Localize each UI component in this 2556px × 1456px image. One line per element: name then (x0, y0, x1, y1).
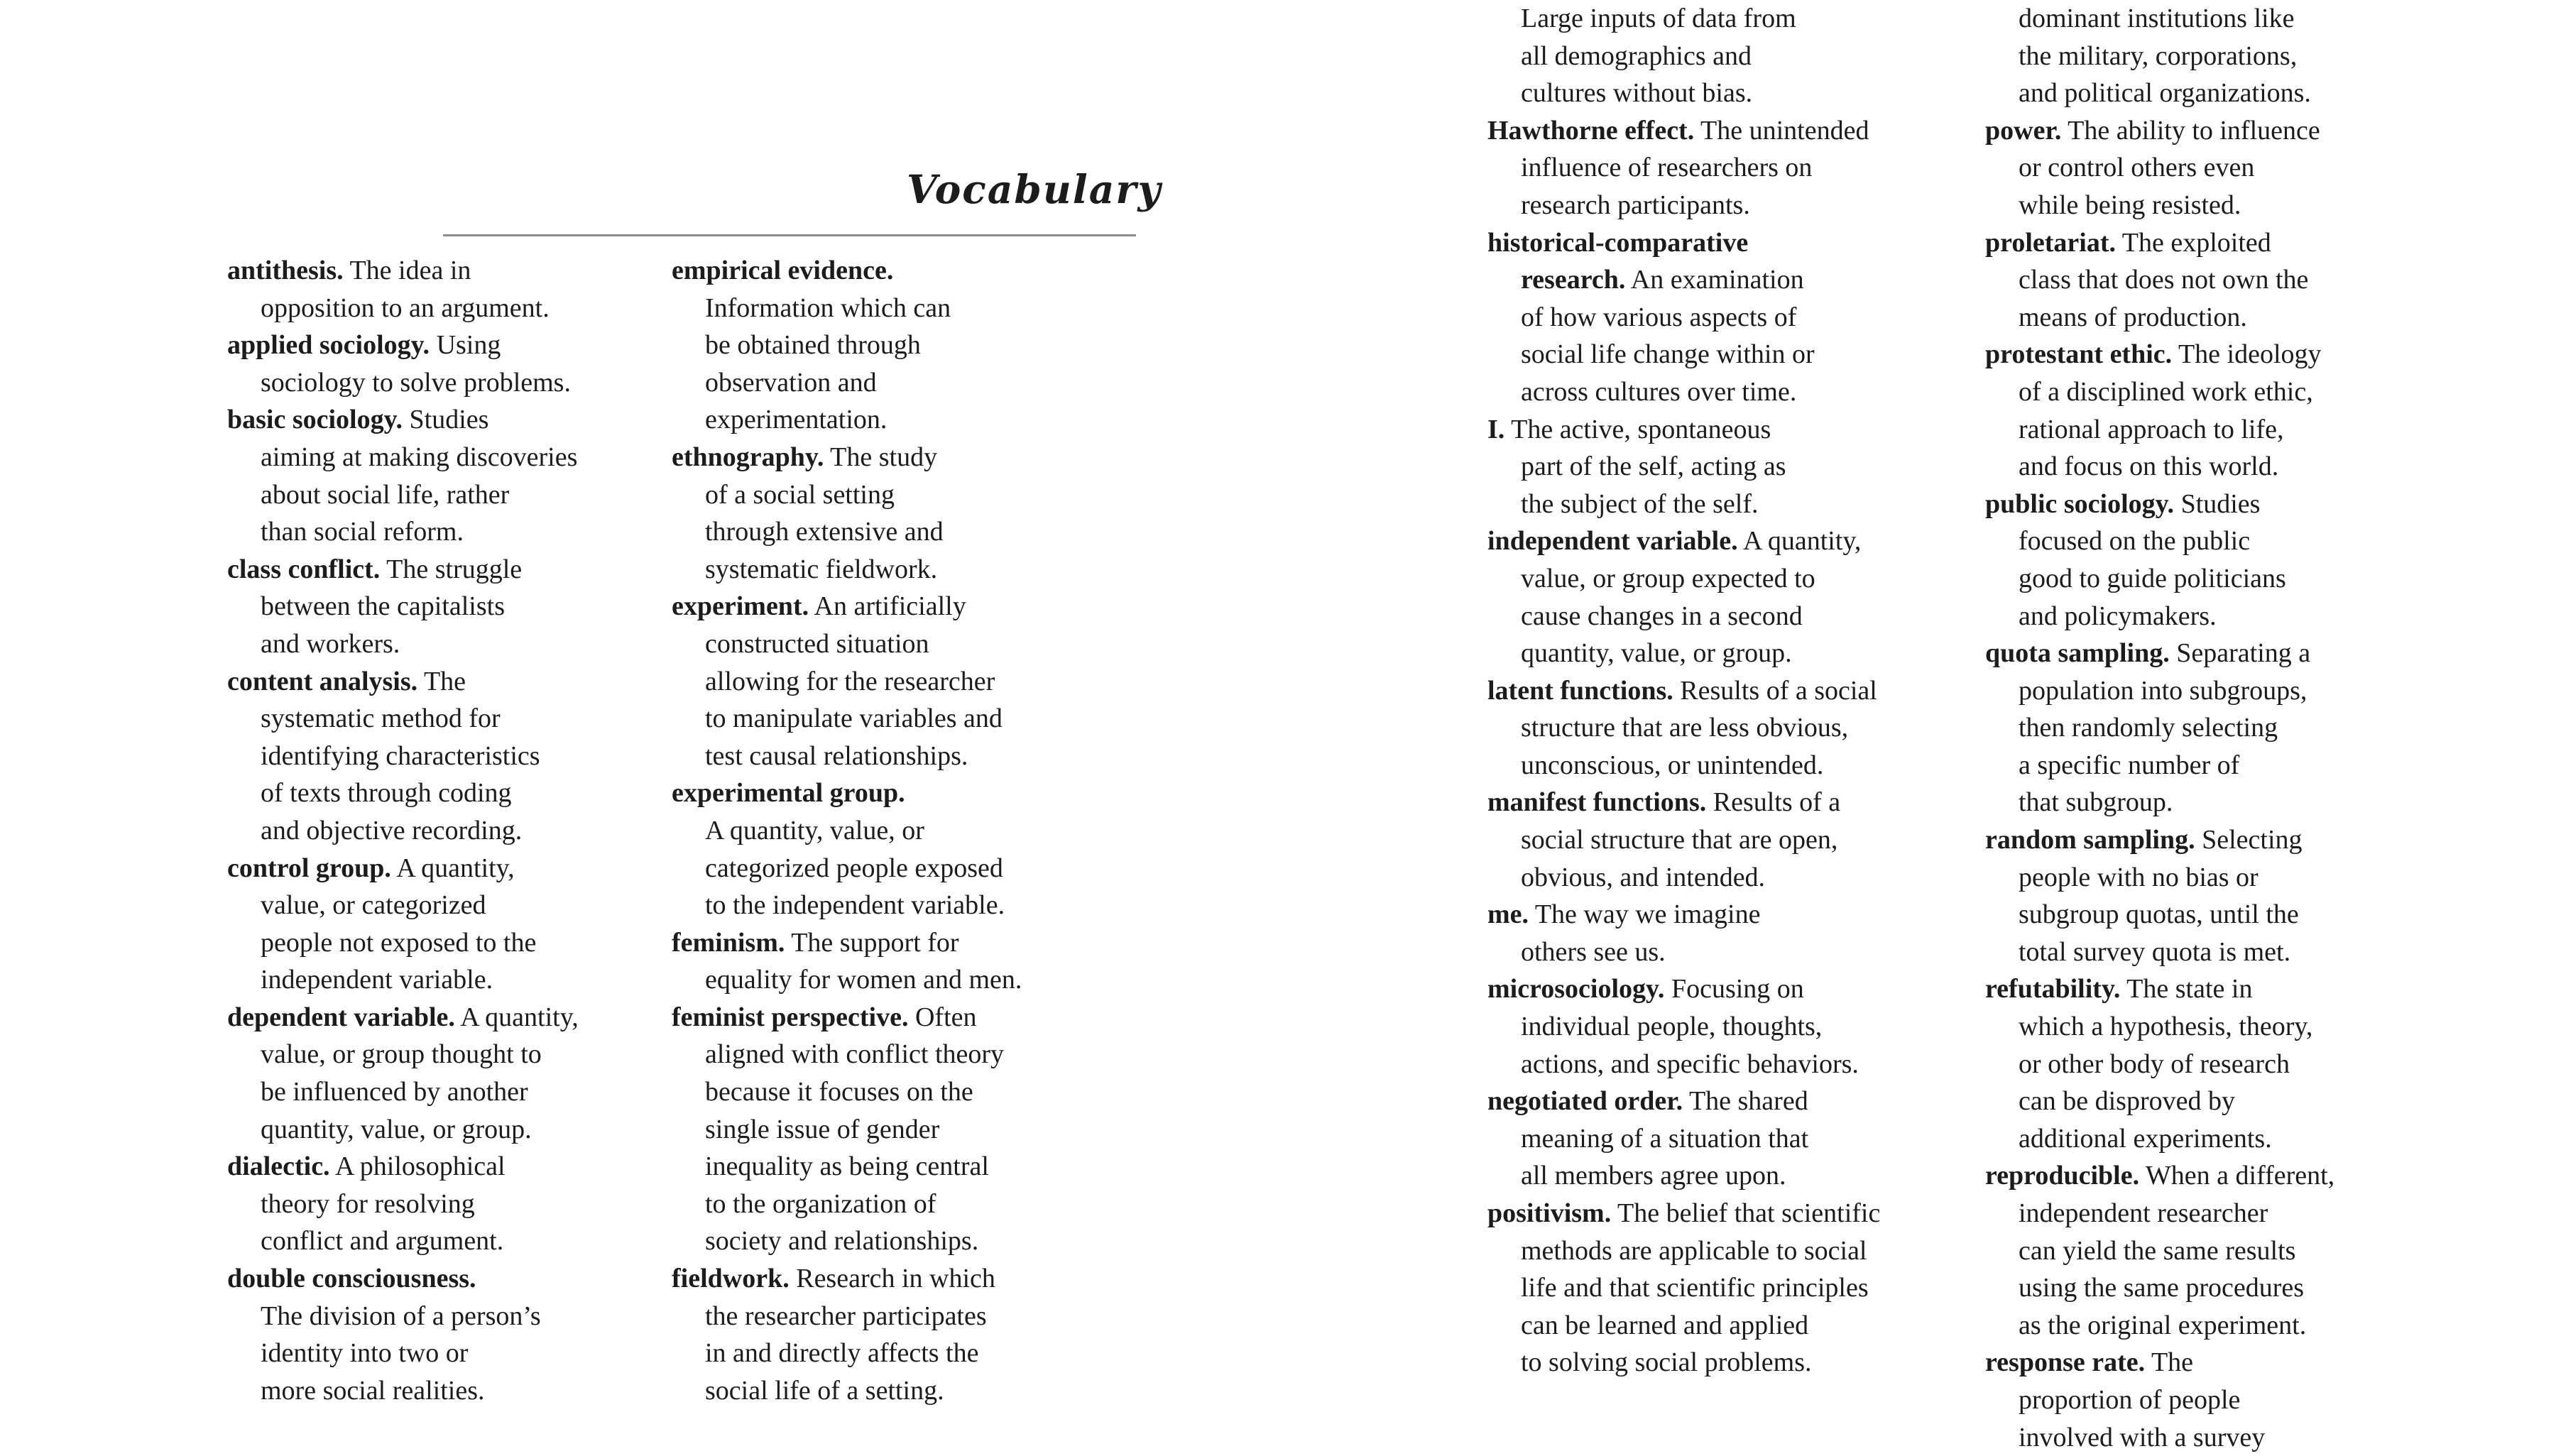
definition-line: in and directly affects the (705, 1338, 979, 1369)
glossary-term: feminism. (672, 927, 785, 958)
definition-line: to solving social problems. (1521, 1347, 1812, 1378)
definition-text: A quantity, (1737, 526, 1862, 557)
definition-line: research. An examination (1521, 265, 1804, 295)
definition-text: Studies (403, 405, 489, 435)
definition-line: social life of a setting. (705, 1375, 944, 1406)
glossary-term: public sociology. (1985, 488, 2175, 519)
definition-line: part of the self, acting as (1521, 451, 1786, 482)
definition-text: The idea in (343, 256, 471, 285)
definition-text: Selecting (2195, 825, 2303, 855)
definition-line: and focus on this world. (2019, 451, 2279, 482)
definition-text: The unintended (1694, 115, 1869, 146)
definition-line: aiming at making discoveries (261, 442, 578, 472)
definition-line: of a disciplined work ethic, (2019, 376, 2313, 407)
glossary-entry (227, 1260, 682, 1409)
definition-line: and workers. (261, 628, 400, 659)
definition-line: as the original experiment. (2019, 1310, 2307, 1340)
glossary-entry (1487, 411, 1942, 523)
glossary-entry (1487, 970, 1942, 1083)
definition-line: of a social setting (705, 479, 895, 510)
definition-line: constructed situation (705, 628, 929, 659)
definition-line: to the organization of (705, 1188, 936, 1219)
definition-line: cause changes in a second (1521, 601, 1803, 631)
glossary-entry (1487, 1195, 1942, 1381)
definition-line: social structure that are open, (1521, 825, 1838, 855)
definition-text: Separating a (2169, 638, 2311, 669)
glossary-entry (672, 924, 1126, 999)
glossary-term: class conflict. (227, 554, 381, 584)
definition-line: all members agree upon. (1521, 1161, 1786, 1191)
definition-line: theory for resolving (261, 1188, 475, 1219)
definition-line: and political organizations. (2019, 78, 2311, 109)
definition-line: inequality as being central (705, 1151, 989, 1182)
definition-line: meaning of a situation that (1521, 1123, 1809, 1154)
glossary-term: response rate. (1985, 1347, 2146, 1378)
definition-line: observation and (705, 367, 877, 398)
definition-line: be obtained through (705, 330, 921, 361)
definition-line: to manipulate variables and (705, 704, 1003, 734)
definition-line: or control others even (2019, 153, 2255, 183)
glossary-term: protestant ethic. (1985, 339, 2173, 370)
glossary-entry (672, 774, 1126, 924)
definition-text: The belief that scientific (1611, 1198, 1881, 1228)
definition-line: quantity, value, or group. (261, 1114, 532, 1144)
definition-line: actions, and specific behaviors. (1521, 1049, 1859, 1079)
glossary-term: reproducible. (1985, 1161, 2140, 1191)
glossary-term: me. (1487, 899, 1529, 930)
definition-text: Results of a social (1673, 675, 1877, 706)
glossary-entry (1487, 112, 1942, 224)
glossary-entry (1985, 486, 2440, 635)
glossary-term: refutability. (1985, 974, 2121, 1005)
definition-line: rational approach to life, (2019, 414, 2284, 444)
glossary-entry (1487, 522, 1942, 672)
definition-text: The active, spontaneous (1504, 414, 1771, 444)
definition-line: society and relationships. (705, 1226, 979, 1257)
glossary-term: quota sampling. (1985, 638, 2170, 669)
definition-line: than social reform. (261, 517, 464, 547)
definition-line: independent variable. (261, 965, 493, 995)
definition-line: about social life, rather (261, 479, 510, 510)
definition-line: conflict and argument. (261, 1226, 504, 1257)
definition-line: quantity, value, or group. (1521, 638, 1792, 669)
glossary-term: latent functions. (1487, 675, 1673, 706)
glossary-entry (1985, 112, 2440, 224)
definition-line: equality for women and men. (705, 965, 1022, 995)
definition-line: can be disproved by (2019, 1086, 2235, 1117)
definition-line: can be learned and applied (1521, 1310, 1809, 1340)
glossary-term: manifest functions. (1487, 787, 1707, 818)
definition-line: and policymakers. (2019, 601, 2217, 631)
glossary-column-4 (1985, 0, 2440, 1456)
definition-line: be influenced by another (261, 1077, 528, 1107)
glossary-entry (1985, 224, 2440, 336)
definition-text: An artificially (809, 591, 966, 622)
definition-line: experimentation. (705, 405, 888, 435)
definition-line: of texts through coding (261, 778, 512, 809)
definition-line: of how various aspects of (1521, 302, 1797, 332)
definition-line: the researcher participates (705, 1301, 987, 1331)
definition-line: additional experiments. (2019, 1123, 2272, 1154)
definition-line: sociology to solve problems. (261, 367, 571, 398)
glossary-entry (227, 850, 682, 999)
definition-line: across cultures over time. (1521, 376, 1797, 407)
glossary-term: random sampling. (1985, 825, 2195, 855)
definition-text: Using (430, 330, 501, 361)
glossary-term: dialectic. (227, 1151, 330, 1182)
definition-line: others see us. (1521, 936, 1666, 967)
definition-line: and objective recording. (261, 815, 523, 845)
page-title: Vocabulary (907, 166, 1162, 212)
definition-line: which a hypothesis, theory, (2019, 1012, 2313, 1042)
definition-line: research participants. (1521, 190, 1750, 220)
definition-line: then randomly selecting (2019, 713, 2278, 743)
definition-line: involved with a survey (2019, 1422, 2266, 1452)
definition-line: population into subgroups, (2019, 675, 2308, 706)
glossary-term: microsociology. (1487, 974, 1665, 1005)
definition-line: while being resisted. (2019, 190, 2241, 220)
glossary-term: proletariat. (1985, 227, 2116, 258)
definition-line: the military, corporations, (2019, 40, 2298, 71)
glossary-entry (1487, 784, 1942, 896)
definition-text: The study (824, 442, 938, 472)
glossary-entry (1985, 336, 2440, 485)
definition-line: cultures without bias. (1521, 78, 1753, 109)
definition-line: Large inputs of data from (1521, 4, 1796, 33)
glossary-entry (227, 401, 682, 550)
definition-line: independent researcher (2019, 1198, 2268, 1228)
definition-line: categorized people exposed (705, 853, 1003, 883)
definition-line: to the independent variable. (705, 890, 1005, 921)
glossary-term: independent variable. (1487, 526, 1738, 557)
definition-line: structure that are less obvious, (1521, 713, 1849, 743)
glossary-column-1 (227, 252, 682, 1409)
glossary-term: empirical evidence. (672, 256, 894, 285)
definition-line: that subgroup. (2019, 787, 2173, 818)
definition-line: focused on the public (2019, 526, 2251, 557)
glossary-term: fieldwork. (672, 1264, 790, 1294)
glossary-entry (672, 1260, 1126, 1409)
definition-line: life and that scientific principles (1521, 1273, 1869, 1303)
glossary-term: content analysis. (227, 666, 418, 696)
definition-line: between the capitalists (261, 591, 505, 622)
definition-line: value, or categorized (261, 890, 486, 921)
definition-line: total survey quota is met. (2019, 936, 2291, 967)
definition-text: The ability to influence (2061, 115, 2320, 146)
definition-text: Studies (2174, 488, 2261, 519)
definition-line: identifying characteristics (261, 740, 540, 771)
definition-line: social life change within or (1521, 339, 1815, 370)
definition-line: more social realities. (261, 1375, 485, 1406)
definition-text: A philosophical (329, 1151, 506, 1182)
glossary-term: I. (1487, 414, 1505, 444)
definition-text: The (417, 666, 466, 696)
glossary-term: feminist perspective. (672, 1002, 909, 1032)
glossary-entry (1985, 0, 2440, 112)
glossary-entry (1985, 1344, 2440, 1456)
definition-line: aligned with conflict theory (705, 1039, 1005, 1070)
definition-line: value, or group thought to (261, 1039, 542, 1070)
definition-line: subgroup quotas, until the (2019, 899, 2299, 930)
definition-line: A quantity, value, or (705, 815, 924, 845)
definition-line: methods are applicable to social (1521, 1235, 1867, 1266)
definition-line: all demographics and (1521, 40, 1752, 71)
definition-line: identity into two or (261, 1338, 469, 1369)
glossary-term: control group. (227, 853, 391, 883)
glossary-term: experiment. (672, 591, 809, 622)
definition-line: using the same procedures (2019, 1273, 2305, 1303)
definition-line: through extensive and (705, 517, 944, 547)
glossary-entry (1487, 896, 1942, 970)
definition-line: proportion of people (2019, 1384, 2241, 1415)
glossary-entry (1487, 672, 1942, 784)
definition-line: test causal relationships. (705, 740, 968, 771)
definition-line: unconscious, or unintended. (1521, 750, 1824, 780)
glossary-entry (227, 663, 682, 850)
glossary-entry (672, 439, 1126, 588)
definition-text: The ideology (2172, 339, 2322, 370)
definition-text: The exploited (2115, 227, 2271, 258)
glossary-entry (1985, 821, 2440, 970)
definition-text: The way we imagine (1529, 899, 1761, 930)
glossary-term: double consciousness. (227, 1264, 476, 1294)
definition-line: value, or group expected to (1521, 563, 1815, 593)
definition-line: single issue of gender (705, 1114, 940, 1144)
definition-line: or other body of research (2019, 1049, 2290, 1079)
glossary-entry (1487, 1083, 1942, 1195)
glossary-entry (672, 252, 1126, 439)
glossary-entry (227, 551, 682, 663)
glossary-term: experimental group. (672, 778, 905, 809)
definition-text: Focusing on (1664, 974, 1804, 1005)
glossary-term: positivism. (1487, 1198, 1612, 1228)
definition-text: The state in (2120, 974, 2253, 1005)
glossary-term: dependent variable. (227, 1002, 455, 1032)
glossary-entry (1985, 970, 2440, 1157)
glossary-term: antithesis. (227, 256, 344, 285)
definition-line: The division of a person’s (261, 1301, 541, 1331)
definition-text: The (2145, 1347, 2194, 1378)
glossary-entry (227, 327, 682, 401)
definition-line: people with no bias or (2019, 862, 2259, 892)
definition-text: Research in which (789, 1264, 995, 1294)
glossary-entry (672, 588, 1126, 774)
glossary-term: power. (1985, 115, 2062, 146)
definition-line: obvious, and intended. (1521, 862, 1766, 892)
title-divider (443, 234, 1136, 236)
glossary-term: negotiated order. (1487, 1086, 1683, 1117)
glossary-term: basic sociology. (227, 405, 403, 435)
glossary-term: historical-comparative (1487, 227, 1749, 258)
glossary-entry (1487, 224, 1942, 411)
definition-text: Results of a (1706, 787, 1841, 818)
definition-line: can yield the same results (2019, 1235, 2296, 1266)
definition-text: When a different, (2139, 1161, 2335, 1191)
definition-text: The shared (1683, 1086, 1808, 1117)
definition-line: influence of researchers on (1521, 153, 1813, 183)
glossary-column-2 (672, 252, 1126, 1409)
definition-line: people not exposed to the (261, 927, 537, 958)
glossary-term: ethnography. (672, 442, 824, 472)
glossary-term: applied sociology. (227, 330, 430, 361)
definition-line: dominant institutions like (2019, 4, 2295, 33)
glossary-column-3 (1487, 0, 1942, 1381)
definition-line: the subject of the self. (1521, 488, 1759, 519)
definition-line: class that does not own the (2019, 265, 2309, 295)
definition-line: individual people, thoughts, (1521, 1012, 1823, 1042)
definition-line: good to guide politicians (2019, 563, 2286, 593)
definition-line: allowing for the researcher (705, 666, 995, 696)
definition-text: Often (908, 1002, 977, 1032)
glossary-entry (1985, 1157, 2440, 1344)
definition-text: The support for (785, 927, 959, 958)
glossary-entry (227, 999, 682, 1148)
glossary-entry (227, 1148, 682, 1260)
glossary-entry (1985, 635, 2440, 821)
glossary-entry (1487, 0, 1942, 112)
definition-line: means of production. (2019, 302, 2247, 332)
definition-line: systematic method for (261, 704, 501, 734)
definition-line: systematic fieldwork. (705, 554, 938, 584)
definition-line: Information which can (705, 292, 951, 323)
glossary-term: Hawthorne effect. (1487, 115, 1695, 146)
definition-text: The struggle (380, 554, 523, 584)
definition-text: A quantity, (454, 1002, 579, 1032)
definition-line: because it focuses on the (705, 1077, 973, 1107)
glossary-entry (227, 252, 682, 327)
definition-text: A quantity, (390, 853, 515, 883)
definition-line: a specific number of (2019, 750, 2240, 780)
definition-line: opposition to an argument. (261, 292, 550, 323)
glossary-entry (672, 999, 1126, 1260)
